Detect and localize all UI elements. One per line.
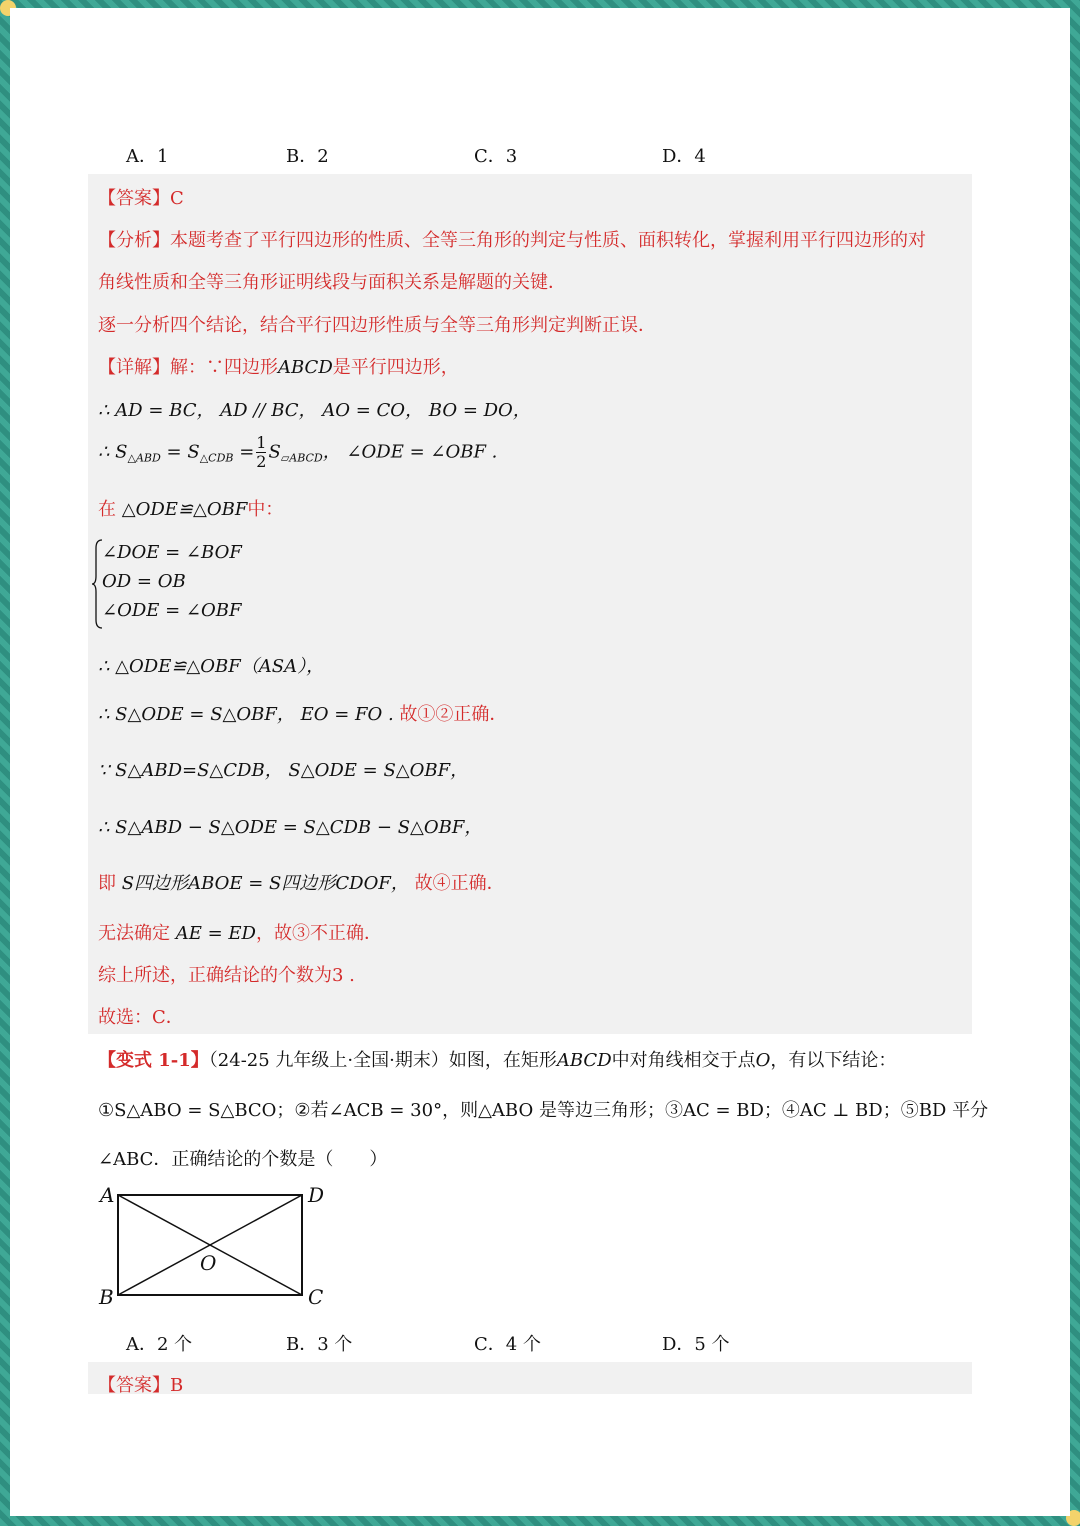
option-2-a: A．2 个 bbox=[126, 1334, 193, 1355]
analysis-line-3: 逐一分析四个结论，结合平行四边形性质与全等三角形判定判断正误． bbox=[98, 315, 656, 336]
l3-eq: = bbox=[233, 441, 255, 463]
equation-system bbox=[92, 534, 292, 630]
answer-line bbox=[98, 184, 184, 210]
option-2-d: D．5 个 bbox=[662, 1334, 730, 1355]
l3-sub1: △ABD bbox=[127, 451, 161, 465]
l3-sub2: △CDB bbox=[199, 451, 234, 465]
option-c: C．3 bbox=[474, 146, 518, 167]
l3-s: S bbox=[268, 441, 281, 463]
variant-rest: 中对角线相交于点 bbox=[611, 1050, 756, 1071]
detail-tag: 【详解】 bbox=[98, 357, 170, 378]
option-a: A．1 bbox=[126, 146, 169, 167]
label-b: B bbox=[99, 1285, 114, 1309]
rectangle-figure bbox=[96, 1180, 336, 1310]
answer-2-tag: 【答案】 bbox=[98, 1375, 170, 1396]
label-d: D bbox=[308, 1183, 325, 1207]
detail-intro: 解：∵四边形 bbox=[170, 357, 278, 378]
option-2-b: B．3 个 bbox=[286, 1334, 353, 1355]
variant-line-3: ∠ABC．正确结论的个数是（ ） bbox=[98, 1149, 388, 1170]
fraction-half bbox=[256, 434, 266, 471]
variant-line-2: ①S△ABO = S△BCO；②若∠ACB = 30°，则△ABO 是等边三角形；③AC = BD；④AC ⊥ BD；⑤BD 平分 bbox=[98, 1100, 989, 1121]
l3-mid: = S bbox=[160, 441, 200, 463]
analysis-line-1 bbox=[98, 226, 926, 252]
label-o: O bbox=[200, 1251, 217, 1275]
option-d: D．4 bbox=[662, 146, 706, 167]
l4-end: 中： bbox=[247, 499, 284, 520]
answer-value: C bbox=[170, 188, 184, 209]
l9-red: 故④正确． bbox=[414, 873, 505, 894]
answer-2-value: B bbox=[170, 1375, 184, 1396]
analysis-tag: 【分析】 bbox=[98, 230, 170, 251]
l3-end: ， ∠ODE = ∠OBF . bbox=[322, 441, 498, 463]
l9-pre: 即 bbox=[98, 873, 116, 894]
l10-pre: 无法确定 bbox=[98, 923, 170, 944]
detail-line-1 bbox=[98, 353, 459, 379]
frac-den: 2 bbox=[256, 452, 267, 471]
detail-line-8: ∴ S△ABD − S△ODE = S△CDB − S△OBF， bbox=[98, 817, 483, 838]
detail-line-10 bbox=[98, 919, 382, 945]
frac-num: 1 bbox=[256, 433, 267, 452]
system-row-1: ∠DOE = ∠BOF bbox=[102, 542, 242, 563]
answer-2-block bbox=[88, 1362, 972, 1394]
variant-rest2: ，有以下结论： bbox=[770, 1050, 897, 1071]
detail-line-2: ∴ AD = BC， AD // BC， AO = CO， BO = DO， bbox=[98, 400, 531, 421]
l10-end: ，故③不正确． bbox=[255, 923, 382, 944]
l4-pre: 在 bbox=[98, 499, 116, 520]
variant-line-1 bbox=[98, 1046, 896, 1072]
l6-red: 故①②正确． bbox=[399, 704, 508, 725]
detail-abcd: ABCD bbox=[278, 357, 333, 378]
l9-math: S四边形ABOE = S四边形CDOF， bbox=[121, 873, 409, 894]
system-row-2: OD = OB bbox=[102, 571, 186, 592]
system-row-3: ∠ODE = ∠OBF bbox=[102, 600, 242, 621]
answer-2-line bbox=[98, 1371, 183, 1397]
analysis-text-1: 本题考查了平行四边形的性质、全等三角形的判定与性质、面积转化，掌握利用平行四边形的对 bbox=[170, 230, 926, 251]
label-c: C bbox=[308, 1285, 324, 1309]
detail-line-6 bbox=[98, 700, 507, 726]
variant-abcd: ABCD bbox=[556, 1050, 612, 1071]
detail-line-11: 综上所述，正确结论的个数为3 . bbox=[98, 965, 355, 986]
l6-math: ∴ S△ODE = S△OBF， EO = FO . bbox=[98, 704, 394, 725]
l4-math: △ODE≌△OBF bbox=[121, 499, 248, 520]
l3-sub3: ▱ABCD bbox=[280, 451, 323, 465]
l10-math: AE = ED bbox=[175, 923, 256, 944]
variant-source: （24-25 九年级上·全国·期末）如图，在矩形 bbox=[208, 1050, 557, 1071]
detail-line-9 bbox=[98, 869, 505, 895]
detail-line-3 bbox=[98, 434, 497, 471]
detail-line-4 bbox=[98, 495, 283, 521]
detail-line-12: 故选：C． bbox=[98, 1007, 184, 1028]
option-2-c: C．4 个 bbox=[474, 1334, 541, 1355]
label-a: A bbox=[100, 1183, 115, 1207]
analysis-line-2: 角线性质和全等三角形证明线段与面积关系是解题的关键． bbox=[98, 272, 566, 293]
option-b: B．2 bbox=[286, 146, 329, 167]
variant-tag: 【变式 1-1】 bbox=[98, 1050, 209, 1071]
answer-tag: 【答案】 bbox=[98, 188, 170, 209]
detail-line-7: ∵ S△ABD=S△CDB， S△ODE = S△OBF， bbox=[98, 760, 469, 781]
detail-line-5: ∴ △ODE≌△OBF（ASA）， bbox=[98, 656, 325, 677]
variant-o: O bbox=[755, 1050, 771, 1071]
l3-pre: ∴ S bbox=[98, 441, 128, 463]
detail-intro-end: 是平行四边形， bbox=[332, 357, 459, 378]
